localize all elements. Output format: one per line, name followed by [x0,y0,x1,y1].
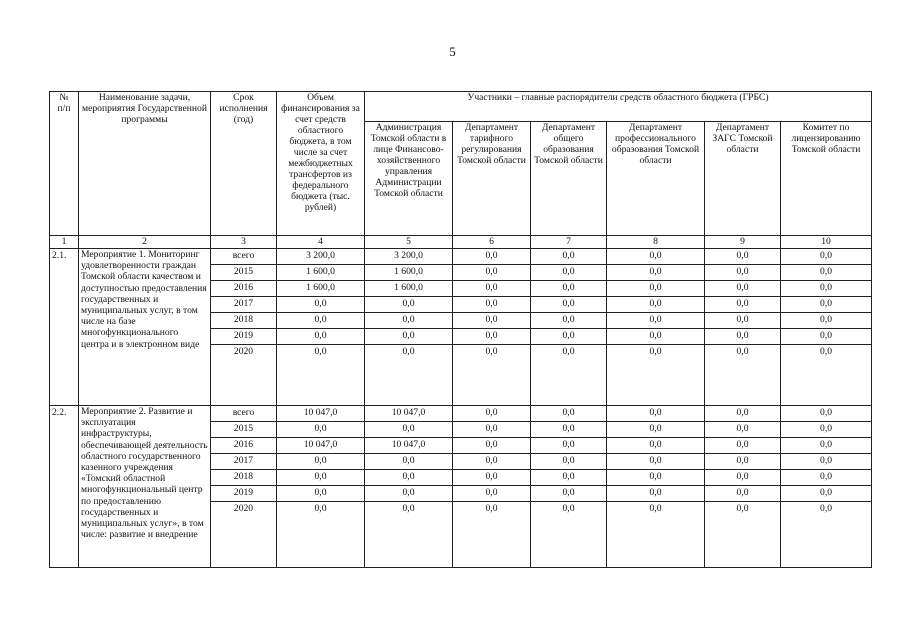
amount-cell: 0,0 [365,422,453,438]
amount-cell: 0,0 [607,470,705,486]
amount-cell: 0,0 [705,470,781,486]
header-grbs-administration: Администрация Томской области в лице Финансово-хозяйственного управления Администрации Томской области [365,122,453,236]
amount-cell: 0,0 [365,502,453,568]
amount-cell: 0,0 [365,470,453,486]
amount-cell: 0,0 [277,486,365,502]
header-term: Срок исполнения (год) [211,92,277,236]
amount-cell: 0,0 [531,406,607,422]
amount-cell: 1 600,0 [365,281,453,297]
header-grbs-professional-education: Департамент профессионального образования Томской области [607,122,705,236]
year-cell: 2018 [211,470,277,486]
amount-cell: 10 047,0 [277,406,365,422]
amount-cell: 0,0 [453,313,531,329]
amount-cell: 3 200,0 [365,249,453,265]
amount-cell: 0,0 [531,454,607,470]
amount-cell: 0,0 [607,329,705,345]
amount-cell: 10 047,0 [277,438,365,454]
amount-cell: 0,0 [453,249,531,265]
amount-cell: 0,0 [705,406,781,422]
amount-cell: 0,0 [531,422,607,438]
amount-cell: 0,0 [453,486,531,502]
amount-cell: 0,0 [453,438,531,454]
amount-cell: 0,0 [705,249,781,265]
year-cell: всего [211,249,277,265]
year-cell: 2020 [211,345,277,406]
year-cell: 2015 [211,265,277,281]
amount-cell: 0,0 [705,422,781,438]
amount-cell: 0,0 [607,249,705,265]
amount-cell: 0,0 [607,345,705,406]
amount-cell: 0,0 [277,313,365,329]
header-participants: Участники – главные распорядители средств областного бюджета (ГРБС) [365,92,872,122]
page-number: 5 [449,44,456,59]
amount-cell: 0,0 [607,297,705,313]
year-cell: 2017 [211,297,277,313]
column-number: 3 [211,236,277,249]
amount-cell: 0,0 [705,486,781,502]
amount-cell: 0,0 [453,502,531,568]
column-number: 2 [79,236,211,249]
amount-cell: 1 600,0 [365,265,453,281]
amount-cell: 0,0 [531,438,607,454]
amount-cell: 0,0 [781,249,872,265]
year-cell: 2015 [211,422,277,438]
amount-cell: 0,0 [531,297,607,313]
amount-cell: 0,0 [781,329,872,345]
amount-cell: 0,0 [705,329,781,345]
year-cell: 2019 [211,329,277,345]
year-cell: 2017 [211,454,277,470]
event-number: 2.1. [50,249,79,406]
amount-cell: 0,0 [365,313,453,329]
amount-cell: 0,0 [705,297,781,313]
amount-cell: 0,0 [453,329,531,345]
column-number: 10 [781,236,872,249]
amount-cell: 0,0 [705,438,781,454]
amount-cell: 0,0 [277,454,365,470]
amount-cell: 10 047,0 [365,438,453,454]
amount-cell: 3 200,0 [277,249,365,265]
amount-cell: 0,0 [781,422,872,438]
header-volume: Объем финансирования за счет средств областного бюджета, в том числе за счет межбюджетных трансфертов из федерального бюджета (тыс. рублей) [277,92,365,236]
amount-cell: 1 600,0 [277,265,365,281]
amount-cell: 0,0 [531,281,607,297]
amount-cell: 0,0 [705,281,781,297]
amount-cell: 0,0 [365,329,453,345]
amount-cell: 0,0 [453,422,531,438]
amount-cell: 0,0 [365,345,453,406]
header-grbs-licensing: Комитет по лицензированию Томской области [781,122,872,236]
amount-cell: 0,0 [531,486,607,502]
amount-cell: 0,0 [453,454,531,470]
amount-cell: 0,0 [531,470,607,486]
amount-cell: 0,0 [277,470,365,486]
amount-cell: 0,0 [277,329,365,345]
year-cell: 2016 [211,281,277,297]
header-grbs-general-education: Департамент общего образования Томской области [531,122,607,236]
amount-cell: 0,0 [453,406,531,422]
amount-cell: 0,0 [607,454,705,470]
table-header-row [50,92,872,122]
amount-cell: 0,0 [531,329,607,345]
amount-cell: 0,0 [781,345,872,406]
amount-cell: 0,0 [453,297,531,313]
amount-cell: 0,0 [453,470,531,486]
column-number: 6 [453,236,531,249]
amount-cell: 0,0 [781,454,872,470]
column-number: 1 [50,236,79,249]
header-grbs-tariff: Департамент тарифного регулирования Томской области [453,122,531,236]
amount-cell: 0,0 [365,486,453,502]
amount-cell: 0,0 [607,438,705,454]
amount-cell: 0,0 [277,345,365,406]
amount-cell: 10 047,0 [365,406,453,422]
amount-cell: 0,0 [531,345,607,406]
column-number: 5 [365,236,453,249]
year-cell: всего [211,406,277,422]
amount-cell: 1 600,0 [277,281,365,297]
amount-cell: 0,0 [365,297,453,313]
amount-cell: 0,0 [705,345,781,406]
table-row [50,249,872,265]
amount-cell: 0,0 [453,345,531,406]
column-number: 7 [531,236,607,249]
header-name: Наименование задачи, мероприятия Государственной программы [79,92,211,236]
year-cell: 2020 [211,502,277,568]
amount-cell: 0,0 [781,502,872,568]
amount-cell: 0,0 [781,406,872,422]
event-number: 2.2. [50,406,79,568]
amount-cell: 0,0 [607,281,705,297]
amount-cell: 0,0 [607,406,705,422]
column-numbers-row [50,236,872,249]
year-cell: 2018 [211,313,277,329]
amount-cell: 0,0 [781,470,872,486]
amount-cell: 0,0 [531,265,607,281]
amount-cell: 0,0 [781,281,872,297]
amount-cell: 0,0 [705,265,781,281]
amount-cell: 0,0 [607,486,705,502]
amount-cell: 0,0 [277,502,365,568]
column-number: 4 [277,236,365,249]
amount-cell: 0,0 [531,313,607,329]
header-num: № п/п [50,92,79,236]
amount-cell: 0,0 [365,454,453,470]
amount-cell: 0,0 [453,265,531,281]
amount-cell: 0,0 [531,249,607,265]
amount-cell: 0,0 [781,486,872,502]
header-grbs-zags: Департамент ЗАГС Томской области [705,122,781,236]
amount-cell: 0,0 [607,422,705,438]
amount-cell: 0,0 [781,313,872,329]
year-cell: 2019 [211,486,277,502]
table-row [50,406,872,422]
amount-cell: 0,0 [531,502,607,568]
amount-cell: 0,0 [277,422,365,438]
amount-cell: 0,0 [705,313,781,329]
amount-cell: 0,0 [607,313,705,329]
amount-cell: 0,0 [607,265,705,281]
event-description: Мероприятие 1. Мониторинг удовлетворенности граждан Томской области качеством и доступностью предоставления государственных и муниципальных услуг, в том числе на базе многофункционального центра и в электронном виде [79,249,211,406]
budget-table [49,91,872,568]
amount-cell: 0,0 [453,281,531,297]
amount-cell: 0,0 [781,438,872,454]
event-description: Мероприятие 2. Развитие и эксплуатация инфраструктуры, обеспечивающей деятельность областного государственного казенного учреждения «Томский областной многофункциональный центр по предоставлению государственных и муниципальных услуг», в том числе: развитие и внедрение [79,406,211,568]
year-cell: 2016 [211,438,277,454]
amount-cell: 0,0 [705,454,781,470]
amount-cell: 0,0 [607,502,705,568]
column-number: 9 [705,236,781,249]
column-number: 8 [607,236,705,249]
amount-cell: 0,0 [781,297,872,313]
amount-cell: 0,0 [781,265,872,281]
amount-cell: 0,0 [705,502,781,568]
amount-cell: 0,0 [277,297,365,313]
